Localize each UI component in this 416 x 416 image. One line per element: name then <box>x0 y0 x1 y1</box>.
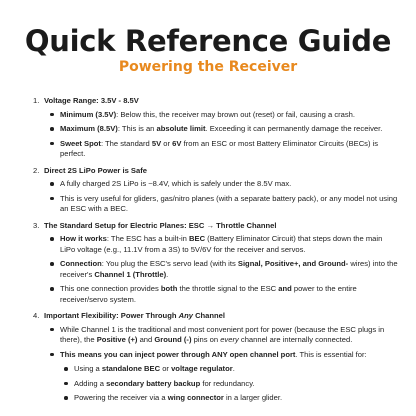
section-number: 4. <box>33 311 40 320</box>
list-item: This one connection provides both the throttle signal to the ESC and power to the entire receiver/servo system. <box>60 284 398 305</box>
list-item: Sweet Spot: The standard 5V or 6V from an ESC or most Battery Eliminator Circuits (BECs) is perfect. <box>60 139 398 160</box>
list-item: Adding a secondary battery backup for redundancy. <box>74 379 398 390</box>
bullet-list <box>44 179 398 215</box>
list-item: Powering the receiver via a wing connector in a larger glider. <box>74 393 398 404</box>
list-item: This is very useful for gliders, gas/nitro planes (with a separate battery pack), or any model not using an ESC with a BEC. <box>60 193 398 213</box>
list-item: Maximum (8.5V): This is an absolute limit. Exceeding it can permanently damage the receiver. <box>60 124 398 135</box>
list-item: While Channel 1 is the traditional and most convenient port for power (because the ESC plugs in there), the Positive (+) and Ground (-) pins on every channel are internally connected. <box>60 325 398 346</box>
section-number: 1. <box>33 96 40 105</box>
list-item: Connection: You plug the ESC's servo lead (with its Signal, Positive+, and Ground- wires) into the receiver's Channel 1 (Throttle). <box>60 259 398 279</box>
section-number: 2. <box>33 165 40 175</box>
list-item: A fully charged 2S LiPo is ~8.4V, which is safely under the 8.5V max. <box>60 179 398 190</box>
list-item: This means you can inject power through ANY open channel port. This is essential for: Using a standalone BEC or voltage regulator. Adding a secondary battery backup for redundancy. Powering the receiver via a wing connector in a larger glider. <box>60 350 398 404</box>
list-item: How it works: The ESC has a built-in BEC (Battery Eliminator Circuit) that steps down the main LiPo voltage (e.g., 11.1V from a 3S) to 5V/6V for the receiver and servos. <box>60 234 398 255</box>
section-number: 3. <box>33 220 40 230</box>
section-list <box>33 96 398 404</box>
section-voltage-range <box>33 96 398 160</box>
sub-bullet-list <box>60 364 398 404</box>
bullet-list <box>44 234 398 305</box>
page-subtitle: Powering the Receiver <box>118 59 298 75</box>
section-heading: Direct 2S LiPo Power is Safe <box>44 165 147 175</box>
page-title: Quick Reference Guide <box>24 24 392 58</box>
section-heading: Voltage Range: 3.5V - 8.5V <box>44 96 139 105</box>
section-heading: The Standard Setup for Electric Planes: ESC → Throttle Channel <box>44 220 277 230</box>
bullet-list <box>44 325 398 404</box>
section-heading: Important Flexibility: Power Through Any Channel <box>44 311 226 320</box>
list-item: Using a standalone BEC or voltage regulator. <box>74 364 398 375</box>
section-standard-setup <box>33 220 398 306</box>
section-direct-2s-lipo <box>33 165 398 215</box>
list-item: Minimum (3.5V): Below this, the receiver may brown out (reset) or fail, causing a crash. <box>60 110 398 121</box>
section-important-flexibility <box>33 311 398 404</box>
bullet-list <box>44 110 398 160</box>
